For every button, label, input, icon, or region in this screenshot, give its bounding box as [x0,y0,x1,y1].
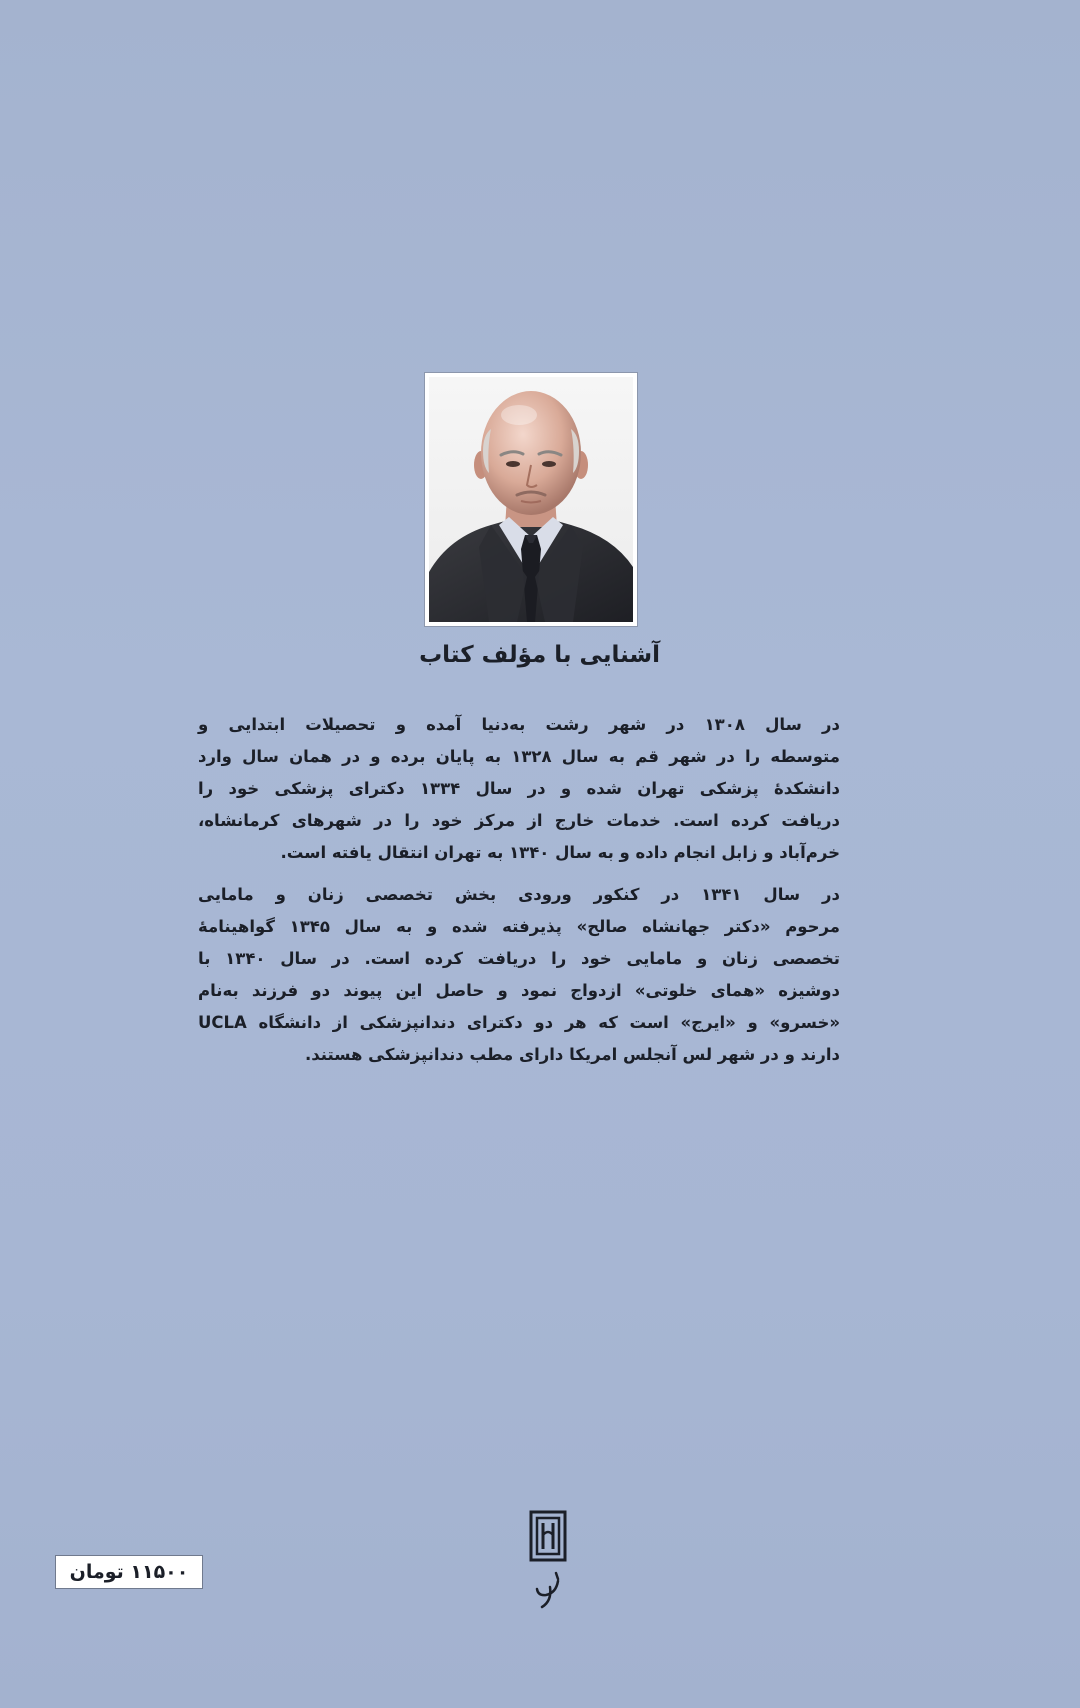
bio-line: در سال ۱۳۰۸ در شهر رشت به‌دنیا آمده و تحصیلات ابتدایی و [198,715,841,734]
price-label: ۱۱۵۰۰ تومان [55,1555,203,1589]
bio-line: تخصصی زنان و مامایی خود را دریافت کرده است. در سال ۱۳۴۰ با [198,949,840,968]
publisher-logo [528,1509,568,1614]
publisher-logo-icon [528,1509,568,1614]
bio-line: دوشیزه «همای خلوتی» ازدواج نمود و حاصل این پیوند دو فرزند به‌نام [198,981,840,1000]
section-title: آشنایی با مؤلف کتاب [419,642,660,668]
bio-line: «خسرو» و «ایرج» است که هر دو دکترای دندانپزشکی از دانشگاه UCLA [198,1013,840,1032]
bio-line: متوسطه را در شهر قم به سال ۱۳۲۸ به پایان برده و در همان سال وارد [198,747,841,766]
author-portrait [429,377,633,622]
bio-line: خرم‌آباد و زابل انجام داده و به سال ۱۳۴۰ به تهران انتقال یافته است. [280,843,840,862]
bio-line: در سال ۱۳۴۱ در کنکور ورودی بخش تخصصی زنان و مامایی [198,885,840,904]
bio-line: دریافت کرده است. خدمات خارج از مرکز خود را در شهرهای کرمانشاه، [198,811,840,830]
bio-line: دارند و در شهر لس آنجلس امریکا دارای مطب دندانپزشکی هستند. [304,1045,840,1064]
author-biography [198,709,840,1071]
author-photo-frame [425,373,637,626]
bio-line: دانشکدهٔ پزشکی تهران شده و در سال ۱۳۳۴ دکترای پزشکی خود را [198,779,840,798]
paragraph-gap [198,869,840,879]
bio-line: مرحوم «دکتر جهانشاه صالح» پذیرفته شده و به سال ۱۳۴۵ گواهینامهٔ [198,917,841,936]
